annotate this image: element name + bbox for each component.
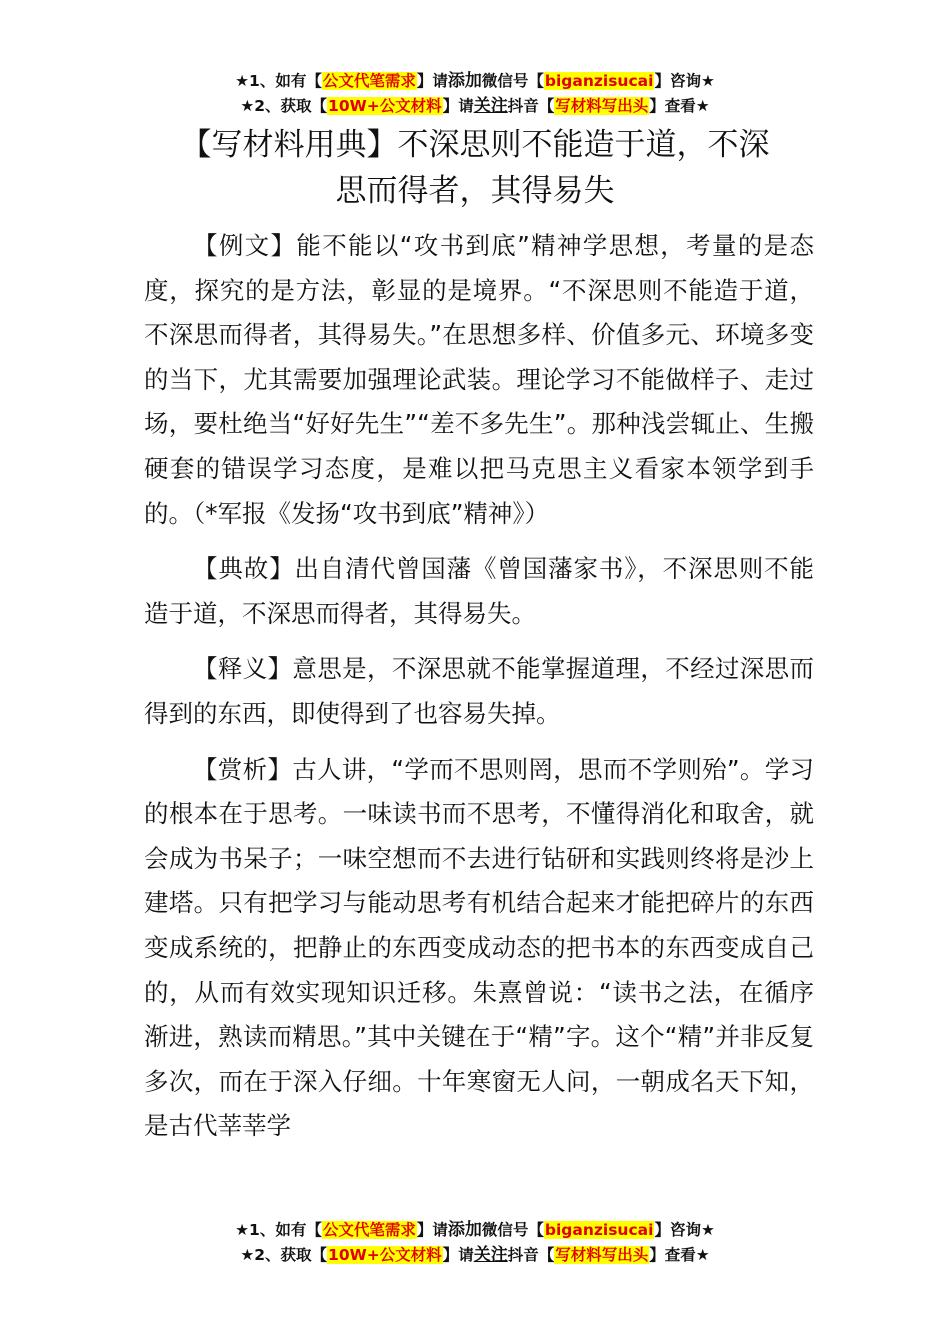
document-body bbox=[144, 224, 814, 1160]
banner-highlight: 写材料写出头 bbox=[555, 97, 649, 115]
banner-text: ★1、如有【 bbox=[235, 1221, 322, 1239]
title-line-2: 思而得者，其得易失 bbox=[335, 173, 615, 209]
banner-text: ★2、获取【 bbox=[240, 97, 328, 115]
banner-text: 】查看★ bbox=[649, 1246, 710, 1264]
banner-text: 抖音【 bbox=[507, 97, 555, 115]
banner-text: ★1、如有【 bbox=[235, 72, 322, 90]
paragraph-source: 【典故】出自清代曾国藩《曾国藩家书》，不深思则不能造于道，不深思而得者，其得易失。 bbox=[144, 554, 814, 628]
banner-highlight: 写材料写出头 bbox=[555, 1246, 649, 1264]
banner-line-1 bbox=[0, 69, 950, 94]
banner-line-2 bbox=[0, 1243, 950, 1268]
header-banner bbox=[0, 69, 950, 119]
banner-text: 】请 bbox=[416, 72, 448, 90]
banner-text: 抖音【 bbox=[507, 1246, 555, 1264]
banner-text: 】咨询★ bbox=[654, 1221, 715, 1239]
paragraph-example: 【例文】能不能以“攻书到底”精神学思想，考量的是态度，探究的是方法，彰显的是境界。“不深思则不能造于道，不深思而得者，其得易失。”在思想多样、价值多元、环境多变的当下，尤其需要加强理论武装。理论学习不能做样子、走过场，要杜绝当“好好先生”“差不多先生”。那种浅尝辄止、生搬硬套的错误学习态度，是难以把马克思主义看家本领学到手的。（*军报《发扬“攻书到底”精神》） bbox=[144, 231, 814, 528]
title-line-1: 【写材料用典】不深思则不能造于道，不深 bbox=[180, 127, 770, 163]
page-title bbox=[0, 122, 950, 214]
banner-highlight: biganzisucai bbox=[544, 72, 654, 90]
banner-emphasis: 关注 bbox=[473, 96, 508, 116]
banner-text: 】请 bbox=[442, 97, 474, 115]
banner-emphasis: 添加 bbox=[447, 1220, 482, 1240]
banner-text: 微信号【 bbox=[481, 1221, 544, 1239]
paragraph-appreciation: 【赏析】古人讲，“学而不思则罔，思而不学则殆”。学习的根本在于思考。一味读书而不思考，不懂得消化和取舍，就会成为书呆子；一味空想而不去进行钻研和实践则终将是沙上建塔。只有把学习与能动思考有机结合起来才能把碎片的东西变成系统的，把静止的东西变成动态的把书本的东西变成自己的，从而有效实现知识迁移。朱熹曾说：“读书之法，在循序渐进，熟读而精思。”其中关键在于“精”字。这个“精”并非反复多次，而在于深入仔细。十年寒窗无人问，一朝成名天下知，是古代莘莘学 bbox=[144, 754, 814, 1141]
banner-highlight: 公文代笔需求 bbox=[322, 72, 416, 90]
banner-line-2 bbox=[0, 94, 950, 119]
banner-emphasis: 添加 bbox=[447, 71, 482, 91]
banner-text: 】请 bbox=[416, 1221, 448, 1239]
banner-emphasis: 关注 bbox=[473, 1245, 508, 1265]
banner-highlight: 公文代笔需求 bbox=[322, 1221, 416, 1239]
banner-line-1 bbox=[0, 1218, 950, 1243]
banner-text: 】咨询★ bbox=[654, 72, 715, 90]
footer-banner bbox=[0, 1218, 950, 1268]
banner-text: ★2、获取【 bbox=[240, 1246, 328, 1264]
paragraph-meaning: 【释义】意思是，不深思就不能掌握道理，不经过深思而得到的东西，即使得到了也容易失掉。 bbox=[144, 654, 814, 728]
banner-highlight: 10W+公文材料 bbox=[328, 1246, 442, 1264]
banner-text: 】查看★ bbox=[649, 97, 710, 115]
banner-highlight: biganzisucai bbox=[544, 1221, 654, 1239]
banner-highlight: 10W+公文材料 bbox=[328, 97, 442, 115]
banner-text: 】请 bbox=[442, 1246, 474, 1264]
banner-text: 微信号【 bbox=[481, 72, 544, 90]
